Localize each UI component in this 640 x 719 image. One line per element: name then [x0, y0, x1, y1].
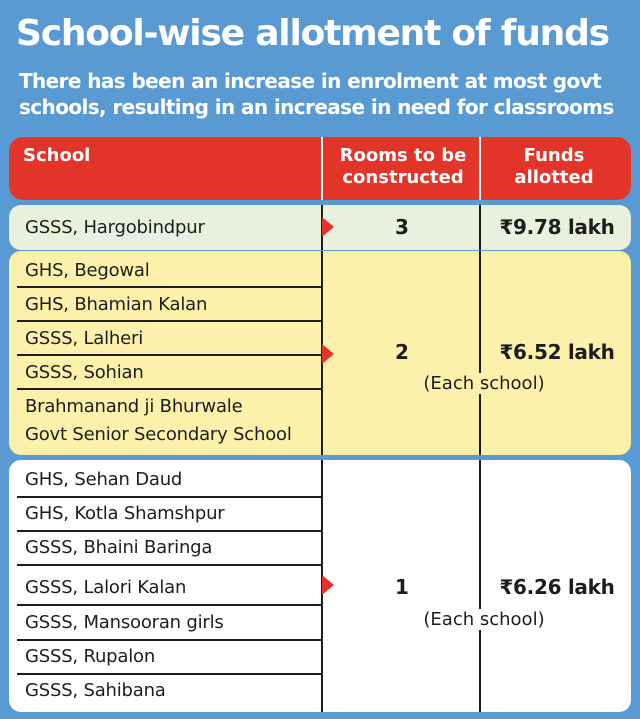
subtitle-line-2: schools, resulting in an increase in need for classrooms [19, 95, 614, 119]
school-name: GSSS, Sahibana [25, 680, 166, 701]
header-funds [479, 145, 629, 189]
funds-value: ₹6.52 lakh [499, 340, 615, 364]
school-name: GHS, Kotla Shamshpur [25, 503, 225, 524]
header-school: School [23, 145, 91, 166]
page-title: School-wise allotment of funds [16, 13, 609, 54]
group-3-rooms [9, 205, 631, 250]
group-1-room [9, 460, 631, 712]
rooms-value: 3 [395, 215, 409, 239]
school-name: GSSS, Rupalon [25, 646, 156, 667]
row-divider [17, 286, 321, 288]
row-divider [17, 354, 321, 356]
subtitle [19, 68, 639, 120]
subtitle-line-1: There has been an increase in enrolment at most govt [19, 69, 602, 93]
header-rooms-line-1: Rooms to be [339, 145, 467, 166]
row-divider [17, 320, 321, 322]
rooms-value: 2 [395, 340, 409, 364]
school-name: Brahmanand ji Bhurwale [25, 396, 243, 417]
school-name: GHS, Sehan Daud [25, 469, 183, 490]
school-name: GHS, Begowal [25, 260, 150, 281]
table-header [9, 137, 631, 200]
header-rooms-line-2: constructed [342, 167, 464, 188]
header-funds-line-1: Funds [523, 145, 585, 166]
row-divider [17, 496, 321, 498]
row-divider [17, 604, 321, 606]
funds-value: ₹6.26 lakh [499, 575, 615, 599]
each-school-note: (Each school) [394, 373, 574, 394]
school-name: GHS, Bhamian Kalan [25, 294, 208, 315]
row-divider [17, 673, 321, 675]
group-2-rooms [9, 251, 631, 455]
row-divider [17, 388, 321, 390]
school-name: GSSS, Mansooran girls [25, 612, 224, 633]
header-funds-line-2: allotted [514, 167, 594, 188]
rooms-value: 1 [395, 575, 409, 599]
header-rooms [321, 145, 485, 189]
school-name: GSSS, Lalheri [25, 328, 144, 349]
row-divider [17, 639, 321, 641]
school-name: GSSS, Lalori Kalan [25, 577, 187, 598]
row-divider [17, 530, 321, 532]
school-name: GSSS, Hargobindpur [25, 217, 205, 238]
row-divider [17, 564, 321, 566]
school-name: GSSS, Bhaini Baringa [25, 537, 213, 558]
funds-value: ₹9.78 lakh [499, 215, 615, 239]
school-name: GSSS, Sohian [25, 362, 144, 383]
school-name: Govt Senior Secondary School [25, 424, 292, 445]
each-school-note: (Each school) [394, 609, 574, 630]
